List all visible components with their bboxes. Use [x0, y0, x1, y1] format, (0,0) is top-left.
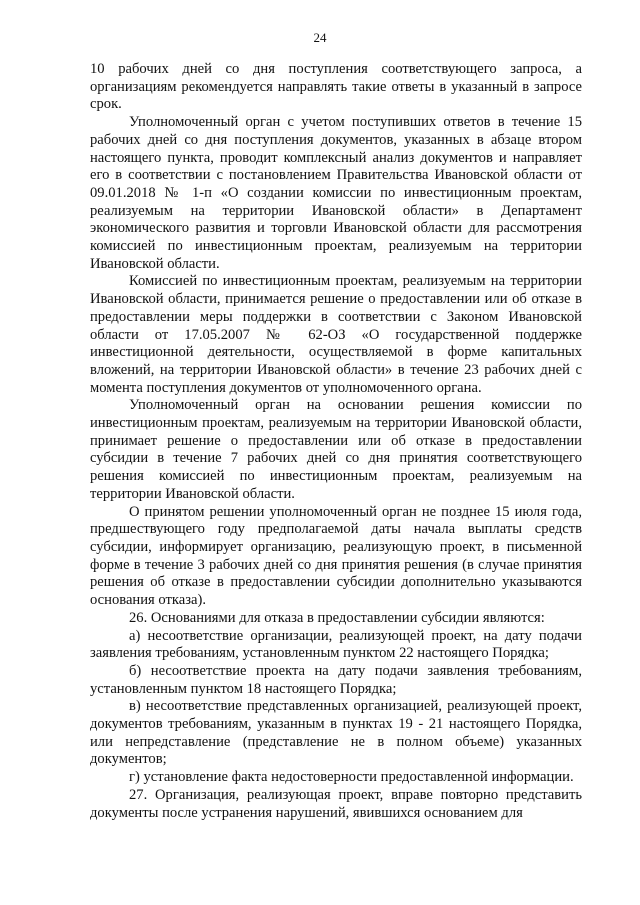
paragraph-item-26-g: г) установление факта недостоверности предоставленной информации. [129, 769, 574, 786]
paragraph-item-26-b: б) несоответствие проекта на дату подачи заявления требованиям, установленным пунктом 18 настоящего Порядка; [90, 662, 582, 697]
paragraph-notification: О принятом решении уполномоченный орган не позднее 15 июля года, предшествующего году предполагаемой даты начала выплаты средств субсидии, информирует организацию, реализующую проект, в письменной форме в течение 3 рабочих дней со дня принятия решения (в случае принятия решения об отказе в предоставлении субсидии дополнительно указываются основания отказа). [90, 503, 582, 609]
paragraph-commission-decision: Комиссией по инвестиционным проектам, реализуемым на территории Ивановской области, принимается решение о предоставлении или об отказе в предоставлении меры поддержки в соответствии с Законом Ивановской области от 17.05.2007 № 62-ОЗ «О государственной поддержке инвестиционной деятельности, осуществляемой в форме капитальных вложений, на территории Ивановской области» в течение 23 рабочих дней с момента поступления документов от уполномоченного органа. [90, 273, 582, 396]
paragraph-item-27: 27. Организация, реализующая проект, вправе повторно представить документы после устранения нарушений, явившихся основанием для [90, 786, 582, 821]
paragraph-item-26-v: в) несоответствие представленных организацией, реализующей проект, документов требованиям, указанным в пунктах 19 - 21 настоящего Порядка, или непредставление (представление не в полном объеме) указанных документов; [90, 698, 582, 768]
paragraph-item-26: 26. Основаниями для отказа в предоставлении субсидии являются: [129, 609, 545, 626]
paragraph-analysis: Уполномоченный орган с учетом поступивших ответов в течение 15 рабочих дней со дня поступления документов, указанных в абзаце втором настоящего пункта, проводит комплексный анализ документов и направляет его в соответствии с постановлением Правительства Ивановской области от 09.01.2018 № 1-п «О создании комиссии по инвестиционным проектам, реализуемым на территории Ивановской области» в Департамент экономического развития и торговли Ивановской области для рассмотрения комиссией по инвестиционным проектам, реализуемым на территории Ивановской области. [90, 114, 582, 272]
paragraph-authority-decision: Уполномоченный орган на основании решения комиссии по инвестиционным проектам, реализуемым на территории Ивановской области, принимает решение о предоставлении или об отказе в предоставлении субсидии в течение 7 рабочих дней со дня принятия соответствующего решения комиссией по инвестиционным проектам, реализуемым на территории Ивановской области. [90, 397, 582, 502]
paragraph-item-26-a: а) несоответствие организации, реализующей проект, на дату подачи заявления требованиям, установленным пунктом 22 настоящего Порядка; [90, 627, 582, 662]
page-number: 24 [313, 30, 327, 45]
paragraph-continuation: 10 рабочих дней со дня поступления соответствующего запроса, а организациям рекомендуется направлять такие ответы в указанный в запросе срок. [90, 61, 582, 113]
document-body [90, 61, 582, 822]
